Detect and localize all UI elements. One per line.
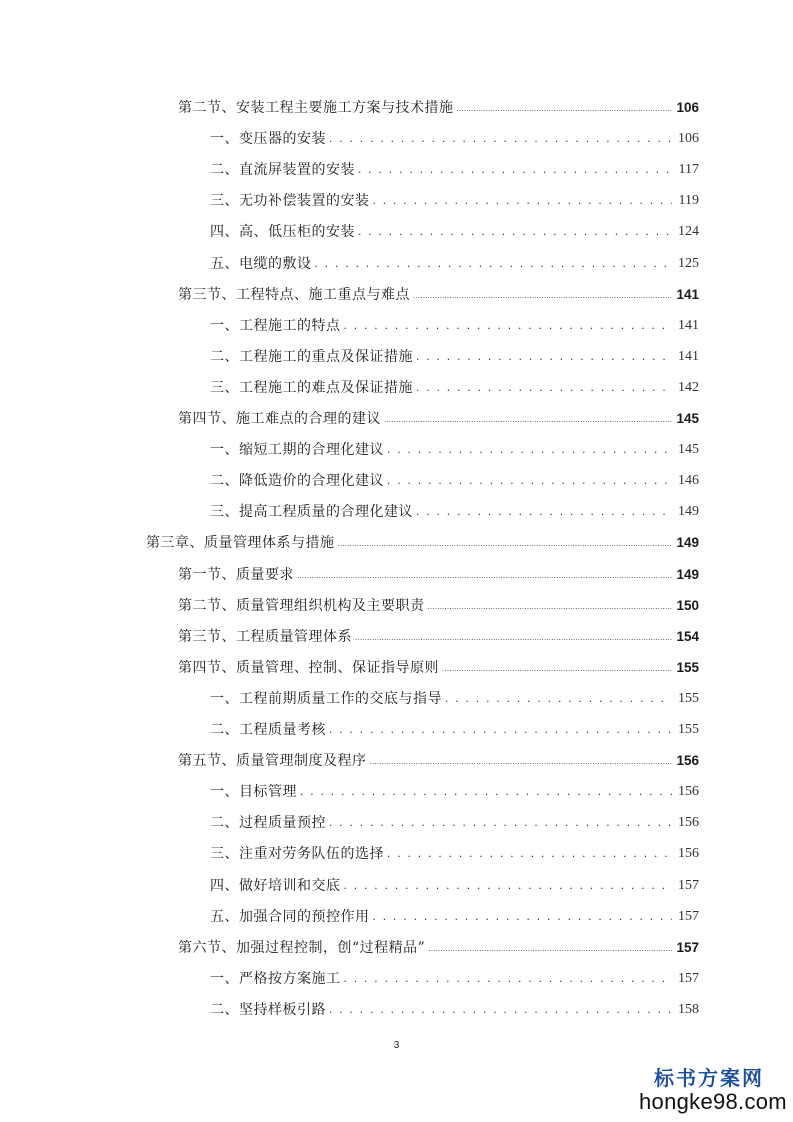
toc-entry-title: 第一节、质量要求	[178, 566, 294, 583]
toc-entry-page: 145	[678, 442, 699, 458]
toc-dot-leader	[416, 349, 672, 363]
toc-entry-page: 141	[678, 348, 699, 364]
toc-entry-title: 一、缩短工期的合理化建议	[210, 442, 384, 459]
toc-dot-leader	[413, 287, 672, 301]
toc-entry[interactable]	[178, 651, 699, 677]
toc-entry-title: 第六节、加强过程控制，创“过程精品”	[178, 939, 426, 956]
toc-entry[interactable]	[210, 837, 699, 863]
toc-dot-leader	[416, 504, 672, 518]
toc-entry-page: 150	[676, 597, 699, 613]
toc-entry-page: 158	[678, 1001, 699, 1017]
toc-dot-leader	[358, 224, 672, 238]
toc-entry[interactable]	[210, 371, 699, 397]
toc-entry[interactable]	[178, 620, 699, 646]
toc-dot-leader	[329, 131, 672, 145]
toc-entry-page: 141	[676, 286, 699, 302]
toc-entry-page: 146	[678, 473, 699, 489]
toc-entry-page: 117	[678, 162, 699, 178]
toc-dot-leader	[329, 815, 672, 829]
toc-entry-page: 142	[678, 379, 699, 395]
toc-entry[interactable]	[210, 993, 699, 1019]
toc-dot-leader	[445, 691, 672, 705]
toc-entry-title: 一、变压器的安装	[210, 131, 326, 148]
toc-dot-leader	[384, 411, 672, 425]
toc-entry-title: 五、电缆的敷设	[210, 255, 312, 272]
toc-entry-page: 145	[676, 411, 699, 426]
toc-entry-page: 156	[678, 784, 699, 800]
toc-dot-leader	[344, 878, 673, 892]
toc-entry[interactable]	[146, 526, 699, 552]
toc-entry-title: 二、工程施工的重点及保证措施	[210, 348, 413, 365]
toc-entry-title: 四、做好培训和交底	[210, 877, 341, 894]
toc-entry-page: 156	[676, 753, 699, 769]
toc-entry-page: 154	[676, 628, 699, 644]
toc-entry[interactable]	[210, 775, 699, 801]
watermark-logo	[639, 1066, 787, 1114]
toc-entry[interactable]	[178, 931, 699, 957]
toc-dot-leader	[373, 193, 673, 207]
toc-entry-title: 三、工程施工的难点及保证措施	[210, 379, 413, 396]
toc-entry[interactable]	[178, 558, 699, 584]
toc-entry[interactable]	[178, 402, 699, 428]
watermark-name: 标书方案网	[654, 1066, 764, 1090]
toc-dot-leader	[387, 473, 672, 487]
toc-entry-page: 157	[676, 939, 699, 955]
toc-dot-leader	[428, 598, 673, 612]
toc-entry-title: 一、目标管理	[210, 784, 297, 801]
toc-entry-title: 一、工程前期质量工作的交底与指导	[210, 690, 442, 707]
toc-dot-leader	[344, 971, 673, 985]
toc-entry-page: 106	[678, 131, 699, 147]
toc-dot-leader	[338, 535, 673, 549]
toc-dot-leader	[329, 722, 672, 736]
toc-entry-title: 一、严格按方案施工	[210, 970, 341, 987]
toc-entry[interactable]	[210, 184, 699, 210]
toc-dot-leader	[387, 846, 672, 860]
toc-entry-title: 一、工程施工的特点	[210, 317, 341, 334]
toc-entry[interactable]	[210, 806, 699, 832]
toc-entry-page: 124	[678, 224, 699, 240]
toc-entry-page: 157	[678, 908, 699, 924]
toc-entry[interactable]	[210, 122, 699, 148]
toc-entry-page: 155	[678, 722, 699, 737]
toc-entry[interactable]	[210, 433, 699, 459]
toc-dot-leader	[344, 318, 673, 332]
toc-entry-page: 156	[678, 815, 699, 831]
toc-entry-title: 二、降低造价的合理化建议	[210, 473, 384, 490]
toc-entry[interactable]	[210, 682, 699, 708]
toc-entry-page: 155	[676, 659, 699, 675]
toc-dot-leader	[355, 629, 672, 643]
toc-entry-page: 119	[678, 193, 699, 209]
toc-dot-leader	[387, 442, 672, 456]
toc-entry-title: 第五节、质量管理制度及程序	[178, 753, 367, 770]
toc-dot-leader	[297, 567, 672, 581]
toc-entry-title: 三、无功补偿装置的安装	[210, 193, 370, 210]
toc-dot-leader	[373, 909, 673, 923]
toc-entry-title: 三、提高工程质量的合理化建议	[210, 504, 413, 521]
toc-entry-page: 157	[678, 970, 699, 986]
toc-entry-title: 五、加强合同的预控作用	[210, 908, 370, 925]
toc-dot-leader	[428, 940, 672, 954]
toc-entry-title: 二、过程质量预控	[210, 815, 326, 832]
toc-dot-leader	[370, 753, 673, 767]
toc-entry[interactable]	[210, 309, 699, 335]
toc-dot-leader	[457, 100, 673, 114]
toc-entry-title: 第三节、工程特点、施工重点与难点	[178, 286, 410, 303]
toc-entry-title: 第二节、质量管理组织机构及主要职责	[178, 597, 425, 614]
toc-entry-page: 141	[678, 317, 699, 333]
toc-entry[interactable]	[178, 589, 699, 615]
toc-dot-leader	[329, 1002, 672, 1016]
toc-entry[interactable]	[210, 215, 699, 241]
toc-entry-page: 156	[678, 846, 699, 862]
toc-entry-page: 125	[678, 255, 699, 271]
watermark-url: hongke98.com	[639, 1089, 787, 1114]
toc-entry[interactable]	[210, 340, 699, 366]
toc-dot-leader	[358, 162, 672, 176]
toc-dot-leader	[416, 380, 672, 394]
toc-entry[interactable]	[210, 153, 699, 179]
toc-entry[interactable]	[210, 464, 699, 490]
toc-entry-page: 157	[678, 877, 699, 893]
toc-entry-page: 155	[678, 690, 699, 706]
toc-entry-title: 第四节、质量管理、控制、保证指导原则	[178, 659, 439, 676]
page-number: 3	[393, 1040, 400, 1051]
toc-entry[interactable]	[210, 962, 699, 988]
toc-entry-page: 149	[676, 566, 699, 582]
toc-entry-title: 第三节、工程质量管理体系	[178, 628, 352, 645]
toc-entry-title: 第四节、施工难点的合理的建议	[178, 411, 381, 427]
toc-entry-title: 二、直流屏装置的安装	[210, 162, 355, 179]
toc-entry[interactable]	[210, 247, 699, 273]
toc-entry[interactable]	[178, 744, 699, 770]
toc-entry-page: 149	[678, 504, 699, 520]
toc-entry-title: 三、注重对劳务队伍的选择	[210, 846, 384, 863]
toc-entry-page: 149	[676, 535, 699, 551]
toc-entry-page: 106	[676, 100, 699, 115]
toc-entry[interactable]	[210, 869, 699, 895]
toc-entry-title: 四、高、低压柜的安装	[210, 224, 355, 241]
toc-entry[interactable]	[178, 278, 699, 304]
toc-entry-title: 第三章、质量管理体系与措施	[146, 535, 335, 552]
toc-entry[interactable]	[210, 713, 699, 739]
toc-entry-title: 第二节、安装工程主要施工方案与技术措施	[178, 100, 454, 116]
toc-entry[interactable]	[210, 900, 699, 926]
toc-entry-title: 二、坚持样板引路	[210, 1001, 326, 1018]
toc-dot-leader	[315, 256, 673, 270]
toc-dot-leader	[442, 660, 672, 674]
toc-entry[interactable]	[210, 495, 699, 521]
toc-entry[interactable]	[178, 91, 699, 117]
toc-entry-title: 二、工程质量考核	[210, 722, 326, 738]
toc-dot-leader	[300, 784, 672, 798]
